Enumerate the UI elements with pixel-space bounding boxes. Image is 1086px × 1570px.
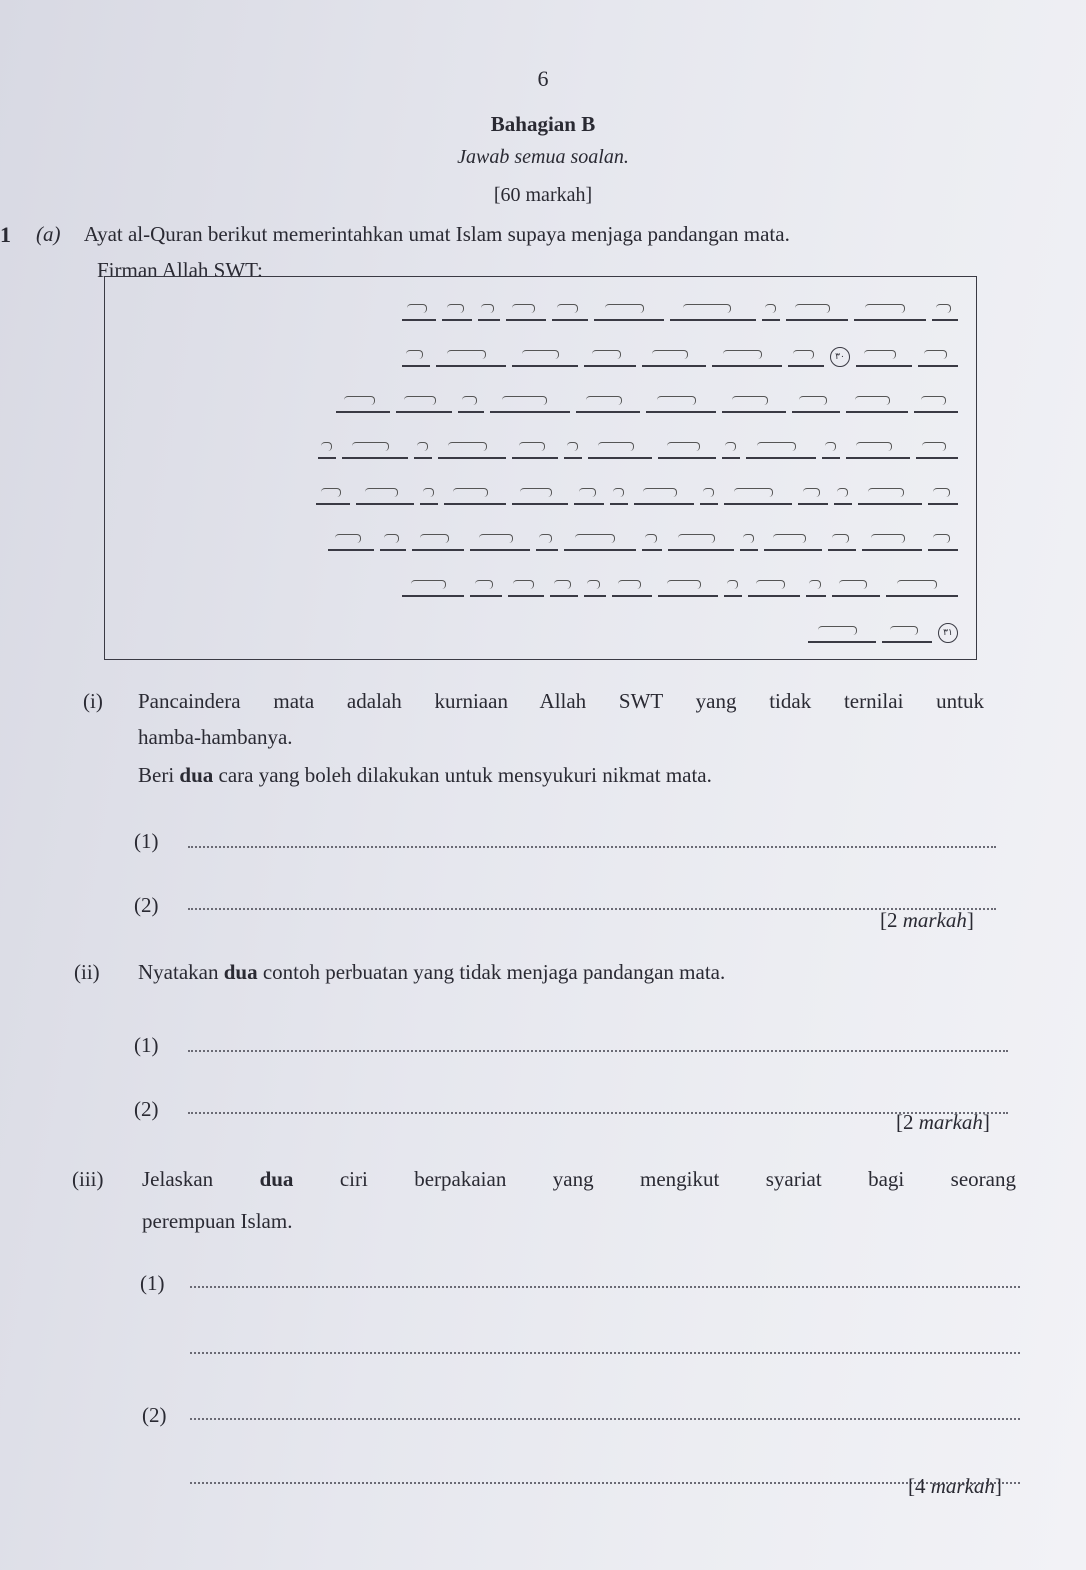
answer-line[interactable] [190,1482,1020,1484]
quran-line [316,483,958,505]
ayah-marker-icon: ٣٠ [830,347,850,367]
answer-label: (2) [134,1097,159,1121]
subquestion-iii-label: (iii) [72,1167,104,1191]
marks-label: [4 markah] [908,1474,1002,1498]
answer-line[interactable] [188,846,996,848]
instruction: Jawab semua soalan. [457,146,629,168]
answer-line[interactable] [188,1112,1008,1114]
subquestion-iii-text-line2: perempuan Islam. [142,1209,293,1233]
quran-line [318,437,958,459]
quran-line [328,529,958,551]
answer-line[interactable] [188,1050,1008,1052]
subquestion-i-prompt: Beri dua cara yang boleh dilakukan untuk mensyukuri nikmat mata. [138,763,712,787]
quran-line [336,391,958,413]
subquestion-ii-label: (ii) [74,960,100,984]
part-label: (a) [36,222,61,246]
quran-verse-box [104,276,977,660]
total-marks: [60 markah] [493,184,593,206]
answer-line[interactable] [188,908,996,910]
answer-label: (2) [134,893,159,917]
answer-label: (1) [134,829,159,853]
marks-label: [2 markah] [896,1110,990,1134]
ayah-marker-icon: ٣١ [938,623,958,643]
subquestion-i-label: (i) [83,689,103,713]
quran-line [808,621,958,643]
firman-label: Firman Allah SWT: [97,258,263,282]
answer-line[interactable] [190,1418,1020,1420]
subquestion-i-text-line2: hamba-hambanya. [138,725,293,749]
marks-label: [2 markah] [880,908,974,932]
answer-label: (1) [140,1271,165,1295]
section-title: Bahagian B [490,112,596,136]
page-number: 6 [537,66,549,91]
question-number: 1 [0,222,11,247]
answer-line[interactable] [190,1286,1020,1288]
answer-label: (2) [142,1403,167,1427]
quran-line [402,299,958,321]
answer-label: (1) [134,1033,159,1057]
quran-line [402,575,958,597]
question-part [36,222,790,247]
subquestion-iii-prompt: Jelaskan dua ciri berpakaian yang mengikut syariat bagi seorang [142,1167,1016,1191]
answer-line[interactable] [190,1352,1020,1354]
subquestion-ii-prompt: Nyatakan dua contoh perbuatan yang tidak menjaga pandangan mata. [138,960,726,984]
part-text: Ayat al-Quran berikut memerintahkan umat Islam supaya menjaga pandangan mata. [83,222,790,246]
quran-line [402,345,958,367]
subquestion-i-text-line1: Pancaindera mata adalah kurniaan Allah SWT yang tidak ternilai untuk [138,689,984,713]
